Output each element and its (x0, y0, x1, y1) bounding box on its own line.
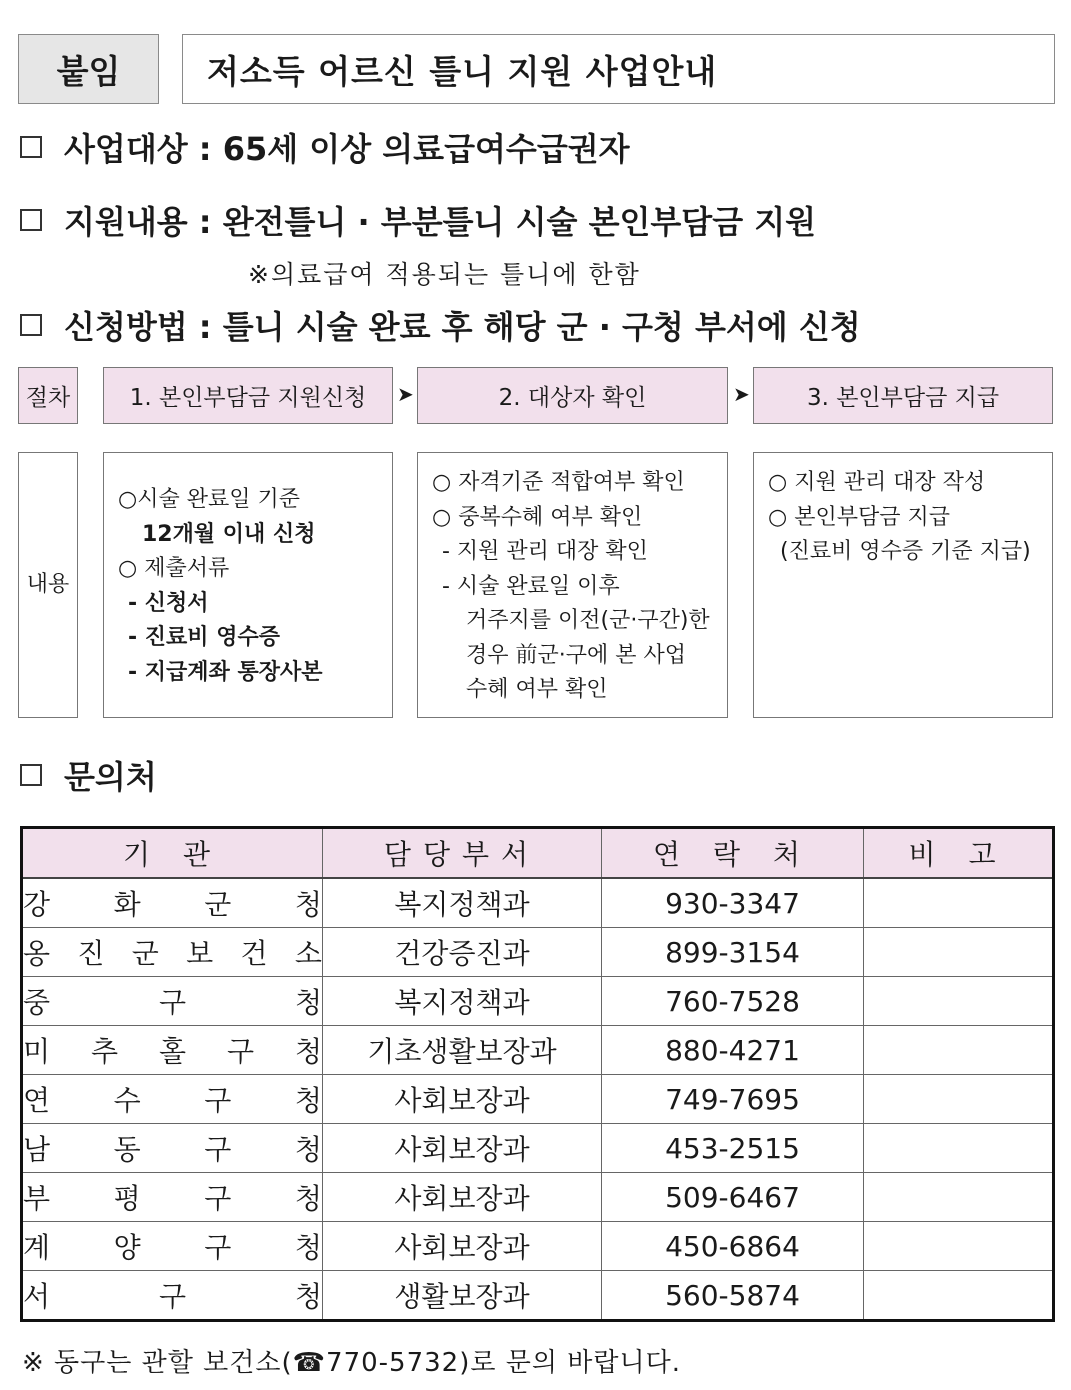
org-cell (22, 1222, 323, 1271)
col3-line: ○ 지원 관리 대장 작성 (768, 470, 986, 495)
dept-cell: 사회보장과 (323, 1075, 602, 1124)
content-col-1 (103, 452, 393, 718)
org-char: 소 (294, 937, 322, 970)
checkbox-icon (20, 764, 42, 786)
section-inquiry (20, 752, 157, 798)
procedure-step-1: 1. 본인부담금 지원신청 (103, 367, 393, 424)
section-target (20, 124, 630, 170)
org-char: 동 (113, 1133, 141, 1166)
org-char: 구 (158, 986, 187, 1019)
org-cell (22, 1075, 323, 1124)
org-char: 청 (294, 1084, 322, 1117)
checkbox-icon (20, 136, 42, 158)
dept-cell: 사회보장과 (323, 1222, 602, 1271)
table-row (22, 878, 1054, 928)
col2-line: ○ 중복수혜 여부 확인 (432, 504, 643, 530)
org-char: 청 (294, 1280, 322, 1313)
phone-cell: 560-5874 (602, 1271, 864, 1321)
org-char: 군 (131, 937, 159, 970)
note-cell (864, 928, 1054, 977)
col1-line: - 진료비 영수증 (128, 625, 280, 650)
org-name (23, 1030, 322, 1070)
org-name (23, 1275, 322, 1315)
org-cell (22, 878, 323, 928)
dept-cell: 복지정책과 (323, 977, 602, 1026)
org-char: 청 (294, 888, 322, 921)
table-row (22, 1271, 1054, 1321)
org-char: 남 (23, 1133, 51, 1166)
org-char: 구 (204, 1182, 232, 1215)
org-char: 연 (23, 1084, 51, 1117)
col1-line: - 신청서 (128, 590, 209, 616)
org-char: 청 (294, 1035, 322, 1068)
phone-cell: 749-7695 (602, 1075, 864, 1124)
dept-cell: 사회보장과 (323, 1124, 602, 1173)
org-char: 강 (23, 888, 51, 921)
section-method-text: 신청방법 : 틀니 시술 완료 후 해당 군 · 구청 부서에 신청 (64, 308, 861, 346)
table-row (22, 1222, 1054, 1271)
page-title: 저소득 어르신 틀니 지원 사업안내 (182, 34, 1055, 104)
org-char: 청 (294, 1231, 322, 1264)
section-content-text: 지원내용 : 완전틀니 · 부분틀니 시술 본인부담금 지원 (64, 203, 817, 241)
org-char: 구 (204, 1084, 232, 1117)
content-label: 내용 (18, 452, 78, 718)
org-char: 양 (113, 1231, 141, 1264)
table-header-row (22, 828, 1054, 879)
content-col-3 (753, 452, 1053, 718)
procedure-step-3: 3. 본인부담금 지급 (753, 367, 1053, 424)
arrow-right-icon: ➤ (397, 382, 414, 406)
section-content (20, 197, 816, 243)
org-char: 구 (226, 1035, 255, 1068)
org-char: 청 (294, 1133, 322, 1166)
col3-line: ○ 본인부담금 지급 (768, 504, 950, 530)
org-char: 홀 (158, 1035, 187, 1068)
phone-cell: 899-3154 (602, 928, 864, 977)
col1-line: - 지급계좌 통장사본 (128, 659, 323, 685)
table-row (22, 1075, 1054, 1124)
org-cell (22, 1124, 323, 1173)
col2-line: - 지원 관리 대장 확인 (442, 539, 648, 564)
note-cell (864, 1173, 1054, 1222)
org-name (23, 1079, 322, 1119)
note-cell (864, 878, 1054, 928)
table-row (22, 977, 1054, 1026)
org-char: 중 (23, 986, 51, 1019)
procedure-label: 절차 (18, 367, 78, 424)
table-row (22, 928, 1054, 977)
content-note: ※의료급여 적용되는 틀니에 한함 (248, 260, 641, 289)
checkbox-icon (20, 209, 42, 231)
org-name (23, 1128, 322, 1168)
col1-line: ○ 제출서류 (118, 556, 230, 581)
phone-cell: 930-3347 (602, 878, 864, 928)
org-cell (22, 1271, 323, 1321)
note-cell (864, 1075, 1054, 1124)
phone-cell: 450-6864 (602, 1222, 864, 1271)
col2-line: - 시술 완료일 이후 (442, 573, 620, 599)
note-cell (864, 1026, 1054, 1075)
org-char: 청 (294, 1182, 322, 1215)
org-name (23, 1226, 322, 1266)
content-col-2 (417, 452, 728, 718)
table-row (22, 1124, 1054, 1173)
org-char: 군 (204, 888, 232, 921)
org-char: 부 (23, 1182, 51, 1215)
col2-line: 거주지를 이전(군·구간)한 (466, 608, 710, 633)
org-cell (22, 928, 323, 977)
org-name (23, 932, 322, 972)
dept-cell: 건강증진과 (323, 928, 602, 977)
phone-cell: 453-2515 (602, 1124, 864, 1173)
section-target-text: 사업대상 : 65세 이상 의료급여수급권자 (64, 130, 630, 168)
note-cell (864, 1222, 1054, 1271)
note-cell (864, 1271, 1054, 1321)
col2-line: 수혜 여부 확인 (466, 677, 608, 702)
section-inquiry-text: 문의처 (64, 758, 157, 796)
org-char: 구 (204, 1133, 232, 1166)
phone-cell: 760-7528 (602, 977, 864, 1026)
section-method (20, 302, 861, 348)
note-cell (864, 1124, 1054, 1173)
col3-line: (진료비 영수증 기준 지급) (780, 539, 1031, 564)
org-char: 옹 (23, 937, 51, 970)
col2-line: ○ 자격기준 적합여부 확인 (432, 470, 685, 495)
org-char: 진 (77, 937, 105, 970)
checkbox-icon (20, 314, 42, 336)
org-name (23, 1177, 322, 1217)
procedure-step-2: 2. 대상자 확인 (417, 367, 728, 424)
org-char: 구 (204, 1231, 232, 1264)
dept-cell: 생활보장과 (323, 1271, 602, 1321)
org-char: 서 (23, 1280, 51, 1313)
arrow-right-icon: ➤ (733, 382, 750, 406)
phone-cell: 509-6467 (602, 1173, 864, 1222)
header-phone: 연 락 처 (602, 828, 864, 879)
footer-note: ※ 동구는 관할 보건소(☎770-5732)로 문의 바랍니다. (22, 1348, 681, 1378)
contact-table (20, 826, 1055, 1322)
org-char: 보 (186, 937, 214, 970)
org-cell (22, 1173, 323, 1222)
phone-cell: 880-4271 (602, 1026, 864, 1075)
org-char: 평 (113, 1182, 141, 1215)
org-char: 추 (90, 1035, 119, 1068)
org-char: 화 (113, 888, 141, 921)
org-char: 건 (240, 937, 268, 970)
org-char: 계 (23, 1231, 51, 1264)
header-dept: 담당부서 (323, 828, 602, 879)
note-cell (864, 977, 1054, 1026)
col2-line: 경우 前군·구에 본 사업 (466, 642, 686, 668)
table-row (22, 1026, 1054, 1075)
attachment-tag: 붙임 (18, 34, 159, 104)
org-name (23, 883, 322, 923)
header-note: 비 고 (864, 828, 1054, 879)
dept-cell: 복지정책과 (323, 878, 602, 928)
header-org: 기 관 (22, 828, 323, 879)
dept-cell: 기초생활보장과 (323, 1026, 602, 1075)
org-char: 청 (294, 986, 322, 1019)
org-cell (22, 977, 323, 1026)
org-char: 구 (158, 1280, 187, 1313)
org-cell (22, 1026, 323, 1075)
org-name (23, 981, 322, 1021)
col1-line: 12개월 이내 신청 (142, 521, 316, 547)
dept-cell: 사회보장과 (323, 1173, 602, 1222)
org-char: 미 (23, 1035, 51, 1068)
org-char: 수 (113, 1084, 141, 1117)
table-row (22, 1173, 1054, 1222)
col1-line: ○시술 완료일 기준 (118, 487, 300, 512)
